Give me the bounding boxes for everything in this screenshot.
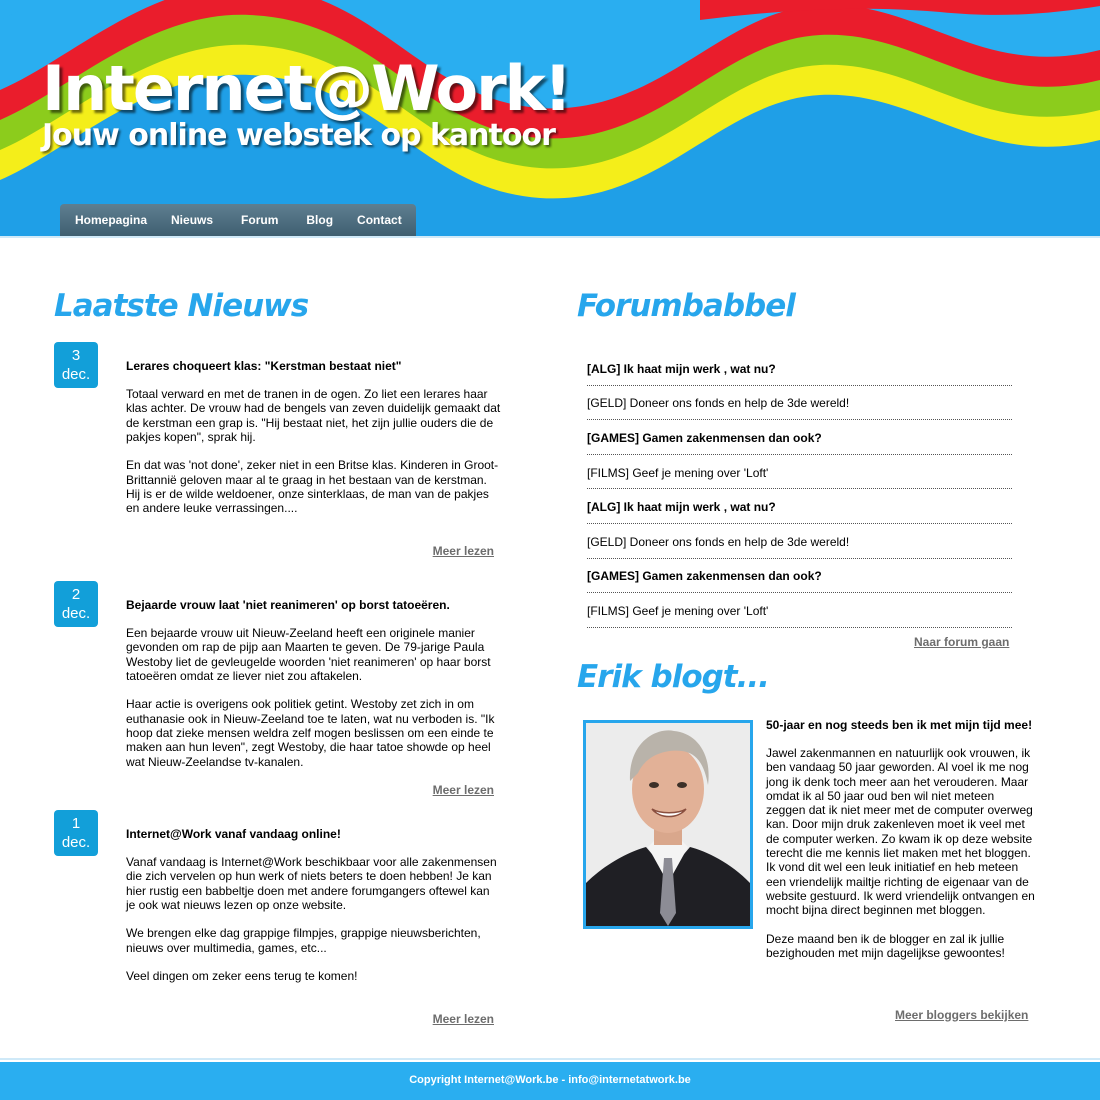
header-divider: [0, 236, 1100, 238]
date-day: 1: [71, 815, 81, 832]
footer: [0, 1062, 1100, 1100]
news-title[interactable]: Bejaarde vrouw laat 'niet reanimeren' op borst tatoeëren.: [126, 598, 450, 612]
blogger-photo: [583, 720, 753, 929]
date-badge: [54, 810, 98, 856]
news-body: Totaal verward en met de tranen in de ogen. Zo liet een lerares haar klas achter. De vrouw had de bengels van zeven duidelijk gemaakt dat de kerstman een grap is. "Hij bestaat niet, het zijn jullie ouders die de pakjes kopen", sprak hij. En dat was 'not done', zeker niet in een Britse klas. Kinderen in Groot-Brittannië geloven maar al te graag in het bestaan van de kerstman. Hij is er de wilde weldoener, onze sinterklaas, de man van de pakjes en andere leuke verrassingen....: [126, 387, 501, 516]
news-body: Een bejaarde vrouw uit Nieuw-Zeeland heeft een originele manier gevonden om rap de pijp aan Maarten te geven. De 79-jarige Paula Westoby liet de gevleugelde woorden 'niet reanimeren' op haar borst tatoeëren omdat ze liever niet zou aftakelen. Haar actie is overigens ook politiek getint. Westoby zet zich in om euthanasie ook in Nieuw-Zeeland toe te laten, wat nu verboden is. "Ik hoop dat zieke mensen weldra zelf mogen beslissen om een einde te maken aan hun leven", zegt Westoby, die haar tatoe showde op heel wat Nieuw-Zeelandse tv-kanalen.: [126, 626, 495, 769]
nav-forum[interactable]: Forum: [241, 213, 279, 227]
forum-topic[interactable]: [GAMES] Gamen zakenmensen dan ook?: [587, 559, 1012, 594]
forum-topic[interactable]: [FILMS] Geef je mening over 'Loft': [587, 593, 1012, 628]
site-subtitle: Jouw online webstek op kantoor: [42, 118, 555, 153]
forum-list: [587, 351, 1012, 628]
forum-heading: Forumbabbel: [577, 288, 795, 324]
forum-link[interactable]: Naar forum gaan: [914, 635, 1010, 649]
news-item: [54, 581, 494, 806]
site-title[interactable]: Internet@Work!: [42, 52, 571, 125]
news-body: Vanaf vandaag is Internet@Work beschikbaar voor alle zakenmensen die zich vervelen op hun werk of niets beters te doen hebben! Je kan hier rustig een babbeltje doen met andere forumgangers oftewel kan je ook wat nieuws lezen op onze website. We brengen elke dag grappige filmpjes, grappige nieuwsberichten, nieuws over multimedia, games, etc... Veel dingen om zeker eens terug te komen!: [126, 855, 497, 984]
forum-topic[interactable]: [FILMS] Geef je mening over 'Loft': [587, 455, 1012, 490]
date-day: 3: [71, 347, 81, 364]
read-more-link[interactable]: Meer lezen: [432, 1012, 494, 1026]
copyright-text: Copyright Internet@Work.be - info@internetatwork.be: [409, 1074, 691, 1086]
news-title[interactable]: Lerares choqueert klas: "Kerstman bestaat niet": [126, 359, 402, 373]
forum-topic[interactable]: [GAMES] Gamen zakenmensen dan ook?: [587, 420, 1012, 455]
nav-blog[interactable]: Blog: [306, 213, 334, 227]
blog-heading: Erik blogt...: [577, 659, 769, 695]
date-month: dec.: [61, 605, 91, 622]
main-nav: [60, 204, 416, 236]
news-title[interactable]: Internet@Work vanaf vandaag online!: [126, 827, 341, 841]
forum-topic[interactable]: [GELD] Doneer ons fonds en help de 3de wereld!: [587, 524, 1012, 559]
date-month: dec.: [61, 834, 91, 851]
blog-post-body: Jawel zakenmannen en natuurlijk ook vrouwen, ik ben vandaag 50 jaar geworden. Al voel ik me nog jong ik denk toch meer aan het verouderen. Maar omdat ik al 50 jaar oud ben wil niet meteen zeggen dat ik niet meer met de computer overweg kan. Door mijn druk zakenleven moet ik veel met de computer werken. Zo kwam ik op deze website terecht die me kennis liet maken met het bloggen. Ik vond dit wel een leuk initiatief en heb meteen een vriendelijk mailtje richting de eigenaar van de website gestuurd. Ik werd vriendelijk ontvangen en mocht bijna direct beginnen met bloggen. Deze maand ben ik de blogger en zal ik jullie bezighouden met mijn dagelijkse gewoontes!: [766, 746, 1035, 961]
news-item: [54, 810, 497, 1035]
blogger-portrait: [586, 723, 750, 926]
date-day: 2: [71, 586, 81, 603]
news-heading: Laatste Nieuws: [54, 288, 309, 324]
blog-post-title[interactable]: 50-jaar en nog steeds ben ik met mijn tijd mee!: [766, 718, 1033, 732]
nav-nieuws[interactable]: Nieuws: [171, 213, 214, 227]
forum-topic[interactable]: [ALG] Ik haat mijn werk , wat nu?: [587, 351, 1012, 386]
news-item: [54, 342, 501, 567]
date-badge: [54, 581, 98, 627]
nav-contact[interactable]: Contact: [357, 213, 402, 227]
date-month: dec.: [61, 366, 91, 383]
read-more-link[interactable]: Meer lezen: [432, 544, 494, 558]
site-header: [0, 0, 1100, 236]
more-bloggers-link[interactable]: Meer bloggers bekijken: [895, 1008, 1029, 1022]
footer-divider: [0, 1058, 1100, 1060]
nav-homepagina[interactable]: Homepagina: [75, 213, 148, 227]
date-badge: [54, 342, 98, 388]
forum-topic[interactable]: [ALG] Ik haat mijn werk , wat nu?: [587, 489, 1012, 524]
read-more-link[interactable]: Meer lezen: [432, 783, 494, 797]
forum-topic[interactable]: [GELD] Doneer ons fonds en help de 3de wereld!: [587, 386, 1012, 421]
